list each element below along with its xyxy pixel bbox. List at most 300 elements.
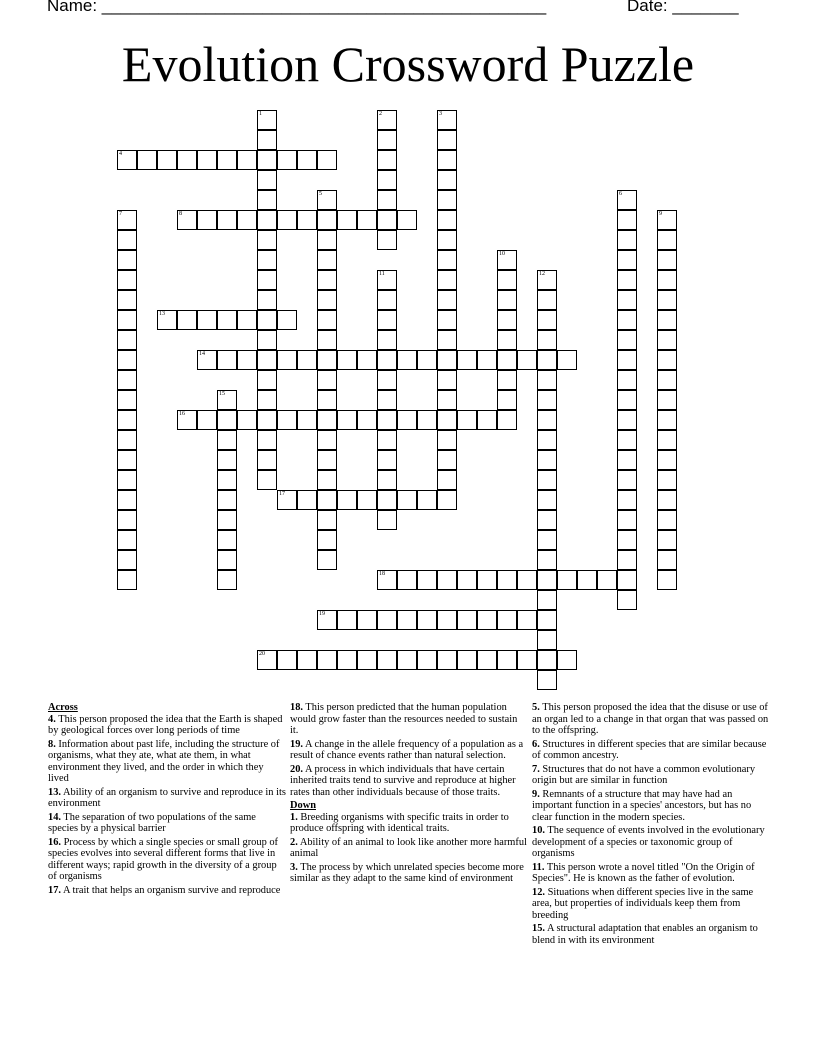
grid-cell[interactable] xyxy=(377,430,397,450)
grid-cell[interactable] xyxy=(377,410,397,430)
grid-cell[interactable] xyxy=(617,450,637,470)
grid-cell[interactable] xyxy=(317,190,337,210)
grid-cell[interactable] xyxy=(397,350,417,370)
grid-cell[interactable] xyxy=(257,170,277,190)
grid-cell[interactable] xyxy=(537,390,557,410)
grid-cell[interactable] xyxy=(497,350,517,370)
grid-cell[interactable] xyxy=(617,250,637,270)
grid-cell[interactable] xyxy=(437,410,457,430)
grid-cell[interactable] xyxy=(237,150,257,170)
grid-cell[interactable] xyxy=(317,150,337,170)
grid-cell[interactable] xyxy=(617,570,637,590)
grid-cell[interactable] xyxy=(337,490,357,510)
grid-cell[interactable] xyxy=(257,330,277,350)
grid-cell[interactable] xyxy=(217,430,237,450)
grid-cell[interactable] xyxy=(617,430,637,450)
grid-cell[interactable] xyxy=(617,550,637,570)
grid-cell[interactable] xyxy=(537,510,557,530)
grid-cell[interactable] xyxy=(657,470,677,490)
grid-cell[interactable] xyxy=(357,610,377,630)
grid-cell[interactable] xyxy=(377,130,397,150)
grid-cell[interactable] xyxy=(397,650,417,670)
clue-down-1 xyxy=(290,812,528,835)
grid-cell[interactable] xyxy=(357,210,377,230)
grid-cell[interactable] xyxy=(617,270,637,290)
grid-cell[interactable] xyxy=(317,310,337,330)
grid-cell[interactable] xyxy=(617,530,637,550)
grid-cell[interactable] xyxy=(657,250,677,270)
grid-cell[interactable] xyxy=(117,490,137,510)
grid-cell[interactable] xyxy=(117,330,137,350)
grid-cell[interactable] xyxy=(277,410,297,430)
clue-down-7 xyxy=(532,764,770,787)
grid-cell[interactable] xyxy=(317,370,337,390)
grid-cell[interactable] xyxy=(117,250,137,270)
grid-cell[interactable] xyxy=(497,310,517,330)
grid-cell[interactable] xyxy=(537,550,557,570)
grid-cell[interactable] xyxy=(377,610,397,630)
grid-cell[interactable] xyxy=(257,270,277,290)
grid-cell[interactable] xyxy=(117,430,137,450)
grid-cell[interactable] xyxy=(397,410,417,430)
cell-number: 12 xyxy=(539,271,545,277)
grid-cell[interactable] xyxy=(317,230,337,250)
grid-cell[interactable] xyxy=(537,490,557,510)
grid-cell[interactable] xyxy=(617,370,637,390)
grid-cell[interactable] xyxy=(417,350,437,370)
grid-cell[interactable] xyxy=(257,230,277,250)
grid-cell[interactable] xyxy=(237,410,257,430)
grid-cell[interactable] xyxy=(257,370,277,390)
grid-cell[interactable] xyxy=(217,570,237,590)
grid-cell[interactable] xyxy=(437,470,457,490)
grid-cell[interactable] xyxy=(537,570,557,590)
grid-cell[interactable] xyxy=(377,650,397,670)
grid-cell[interactable] xyxy=(657,370,677,390)
grid-cell[interactable] xyxy=(377,290,397,310)
grid-cell[interactable] xyxy=(317,270,337,290)
grid-cell[interactable] xyxy=(317,390,337,410)
grid-cell[interactable] xyxy=(517,610,537,630)
grid-cell[interactable] xyxy=(437,250,457,270)
grid-cell[interactable] xyxy=(557,570,577,590)
grid-cell[interactable] xyxy=(257,190,277,210)
grid-cell[interactable] xyxy=(617,590,637,610)
grid-cell[interactable] xyxy=(437,430,457,450)
grid-cell[interactable] xyxy=(377,450,397,470)
grid-cell[interactable] xyxy=(117,570,137,590)
grid-cell[interactable] xyxy=(297,210,317,230)
grid-cell[interactable] xyxy=(217,550,237,570)
grid-cell[interactable] xyxy=(437,290,457,310)
grid-cell[interactable] xyxy=(417,410,437,430)
grid-cell[interactable] xyxy=(257,390,277,410)
grid-cell[interactable] xyxy=(537,630,557,650)
grid-cell[interactable] xyxy=(377,270,397,290)
grid-cell[interactable] xyxy=(257,150,277,170)
grid-cell[interactable] xyxy=(497,390,517,410)
grid-cell[interactable] xyxy=(257,450,277,470)
grid-cell[interactable] xyxy=(377,390,397,410)
grid-cell[interactable] xyxy=(657,330,677,350)
clues-column-1 xyxy=(48,702,286,898)
grid-cell[interactable] xyxy=(217,470,237,490)
grid-cell[interactable] xyxy=(477,610,497,630)
grid-cell[interactable] xyxy=(437,150,457,170)
grid-cell[interactable] xyxy=(437,310,457,330)
grid-cell[interactable] xyxy=(357,410,377,430)
grid-cell[interactable] xyxy=(297,350,317,370)
grid-cell[interactable] xyxy=(357,490,377,510)
grid-cell[interactable] xyxy=(117,470,137,490)
grid-cell[interactable] xyxy=(537,290,557,310)
grid-cell[interactable] xyxy=(197,410,217,430)
grid-cell[interactable] xyxy=(437,570,457,590)
grid-cell[interactable] xyxy=(657,490,677,510)
grid-cell[interactable] xyxy=(377,170,397,190)
grid-cell[interactable] xyxy=(317,490,337,510)
grid-cell[interactable] xyxy=(197,150,217,170)
grid-cell[interactable] xyxy=(497,290,517,310)
grid-cell[interactable] xyxy=(617,290,637,310)
grid-cell[interactable] xyxy=(257,130,277,150)
clue-number: 1. xyxy=(290,811,298,823)
grid-cell[interactable] xyxy=(437,450,457,470)
clue-number: 20. xyxy=(290,763,303,775)
grid-cell[interactable] xyxy=(317,350,337,370)
clue-text: A change in the allele frequency of a population as a result of chance events rather than natural selection. xyxy=(290,738,524,761)
grid-cell[interactable] xyxy=(657,530,677,550)
grid-cell[interactable] xyxy=(277,310,297,330)
grid-cell[interactable] xyxy=(417,610,437,630)
clue-text: This person wrote a novel titled "On the Origin of Species". He is known as the father of evolution. xyxy=(532,861,755,884)
grid-cell[interactable] xyxy=(617,510,637,530)
clue-across-17 xyxy=(48,885,286,897)
grid-cell[interactable] xyxy=(617,310,637,330)
grid-cell[interactable] xyxy=(377,350,397,370)
grid-cell[interactable] xyxy=(277,210,297,230)
grid-cell[interactable] xyxy=(197,210,217,230)
grid-cell[interactable] xyxy=(517,570,537,590)
grid-cell[interactable] xyxy=(357,350,377,370)
grid-cell[interactable] xyxy=(437,210,457,230)
grid-cell[interactable] xyxy=(277,350,297,370)
grid-cell[interactable] xyxy=(417,650,437,670)
grid-cell[interactable] xyxy=(457,350,477,370)
grid-cell[interactable] xyxy=(377,490,397,510)
grid-cell[interactable] xyxy=(117,310,137,330)
grid-cell[interactable] xyxy=(317,470,337,490)
grid-cell[interactable] xyxy=(557,650,577,670)
grid-cell[interactable] xyxy=(417,490,437,510)
grid-cell[interactable] xyxy=(317,410,337,430)
grid-cell[interactable] xyxy=(337,650,357,670)
grid-cell[interactable] xyxy=(377,150,397,170)
grid-cell[interactable] xyxy=(217,350,237,370)
grid-cell[interactable] xyxy=(617,350,637,370)
grid-cell[interactable] xyxy=(117,350,137,370)
grid-cell[interactable] xyxy=(497,370,517,390)
grid-cell[interactable] xyxy=(377,230,397,250)
grid-cell[interactable] xyxy=(437,490,457,510)
cell-number: 5 xyxy=(319,191,322,197)
grid-cell[interactable] xyxy=(557,350,577,370)
grid-cell[interactable] xyxy=(217,530,237,550)
grid-cell[interactable] xyxy=(537,530,557,550)
grid-cell[interactable] xyxy=(457,650,477,670)
grid-cell[interactable] xyxy=(377,510,397,530)
grid-cell[interactable] xyxy=(397,610,417,630)
grid-cell[interactable] xyxy=(417,570,437,590)
grid-cell[interactable] xyxy=(337,350,357,370)
grid-cell[interactable] xyxy=(317,510,337,530)
clue-text: Process by which a single species or small group of species evolves into several different forms that live in different ways; rapid growth in the diversity of a group of organisms xyxy=(48,836,279,882)
grid-cell[interactable] xyxy=(657,550,677,570)
grid-cell[interactable] xyxy=(497,330,517,350)
grid-cell[interactable] xyxy=(377,210,397,230)
grid-cell[interactable] xyxy=(437,350,457,370)
grid-cell[interactable] xyxy=(617,210,637,230)
grid-cell[interactable] xyxy=(617,410,637,430)
grid-cell[interactable] xyxy=(297,650,317,670)
grid-cell[interactable] xyxy=(377,110,397,130)
grid-cell[interactable] xyxy=(617,490,637,510)
grid-cell[interactable] xyxy=(257,210,277,230)
cell-number: 8 xyxy=(179,211,182,217)
grid-cell[interactable] xyxy=(317,650,337,670)
clue-text: Situations when different species live in the same area, but properties of individuals keep them from breeding xyxy=(532,886,754,921)
grid-cell[interactable] xyxy=(117,510,137,530)
clue-number: 6. xyxy=(532,738,540,750)
grid-cell[interactable] xyxy=(217,490,237,510)
grid-cell[interactable] xyxy=(117,550,137,570)
grid-cell[interactable] xyxy=(317,430,337,450)
grid-cell[interactable] xyxy=(117,370,137,390)
grid-cell[interactable] xyxy=(377,470,397,490)
grid-cell[interactable] xyxy=(657,350,677,370)
clue-across-20 xyxy=(290,764,528,799)
grid-cell[interactable] xyxy=(537,590,557,610)
grid-cell[interactable] xyxy=(397,210,417,230)
grid-cell[interactable] xyxy=(477,570,497,590)
grid-cell[interactable] xyxy=(177,150,197,170)
grid-cell[interactable] xyxy=(537,370,557,390)
clue-text: The separation of two populations of the same species by a physical barrier xyxy=(48,811,256,834)
clue-text: Structures in different species that are similar because of common ancestry. xyxy=(532,738,767,761)
grid-cell[interactable] xyxy=(337,610,357,630)
grid-cell[interactable] xyxy=(537,330,557,350)
grid-cell[interactable] xyxy=(237,350,257,370)
grid-cell[interactable] xyxy=(537,670,557,690)
grid-cell[interactable] xyxy=(437,650,457,670)
grid-cell[interactable] xyxy=(477,350,497,370)
grid-cell[interactable] xyxy=(537,350,557,370)
grid-cell[interactable] xyxy=(117,290,137,310)
grid-cell[interactable] xyxy=(497,650,517,670)
grid-cell[interactable] xyxy=(117,210,137,230)
grid-cell[interactable] xyxy=(397,570,417,590)
clue-number: 5. xyxy=(532,702,540,713)
grid-cell[interactable] xyxy=(257,310,277,330)
grid-cell[interactable] xyxy=(257,250,277,270)
grid-cell[interactable] xyxy=(317,250,337,270)
clue-down-11 xyxy=(532,862,770,885)
grid-cell[interactable] xyxy=(517,650,537,670)
grid-cell[interactable] xyxy=(537,650,557,670)
grid-cell[interactable] xyxy=(497,410,517,430)
grid-cell[interactable] xyxy=(657,290,677,310)
clue-number: 8. xyxy=(48,738,56,750)
grid-cell[interactable] xyxy=(377,190,397,210)
grid-cell[interactable] xyxy=(117,230,137,250)
grid-cell[interactable] xyxy=(597,570,617,590)
grid-cell[interactable] xyxy=(537,450,557,470)
grid-cell[interactable] xyxy=(537,310,557,330)
grid-cell[interactable] xyxy=(377,310,397,330)
grid-cell[interactable] xyxy=(317,450,337,470)
grid-cell[interactable] xyxy=(617,470,637,490)
grid-cell[interactable] xyxy=(217,390,237,410)
grid-cell[interactable] xyxy=(217,150,237,170)
clue-number: 11. xyxy=(532,861,545,873)
grid-cell[interactable] xyxy=(257,110,277,130)
grid-cell[interactable] xyxy=(617,230,637,250)
grid-cell[interactable] xyxy=(277,490,297,510)
grid-cell[interactable] xyxy=(617,390,637,410)
grid-cell[interactable] xyxy=(297,150,317,170)
grid-cell[interactable] xyxy=(217,310,237,330)
grid-cell[interactable] xyxy=(317,290,337,310)
grid-cell[interactable] xyxy=(297,410,317,430)
grid-cell[interactable] xyxy=(437,130,457,150)
grid-cell[interactable] xyxy=(477,650,497,670)
grid-cell[interactable] xyxy=(497,270,517,290)
grid-cell[interactable] xyxy=(617,330,637,350)
grid-cell[interactable] xyxy=(537,610,557,630)
clue-text: A trait that helps an organism survive and reproduce xyxy=(63,884,281,896)
grid-cell[interactable] xyxy=(657,410,677,430)
grid-cell[interactable] xyxy=(217,410,237,430)
grid-cell[interactable] xyxy=(577,570,597,590)
grid-cell[interactable] xyxy=(657,210,677,230)
grid-cell[interactable] xyxy=(137,150,157,170)
grid-cell[interactable] xyxy=(317,610,337,630)
grid-cell[interactable] xyxy=(377,330,397,350)
grid-cell[interactable] xyxy=(217,210,237,230)
grid-cell[interactable] xyxy=(657,310,677,330)
grid-cell[interactable] xyxy=(337,410,357,430)
grid-cell[interactable] xyxy=(257,650,277,670)
grid-cell[interactable] xyxy=(437,370,457,390)
grid-cell[interactable] xyxy=(197,350,217,370)
clue-text: Structures that do not have a common evolutionary origin but are similar in function xyxy=(532,763,756,786)
grid-cell[interactable] xyxy=(497,610,517,630)
grid-cell[interactable] xyxy=(197,310,217,330)
grid-cell[interactable] xyxy=(537,410,557,430)
grid-cell[interactable] xyxy=(497,570,517,590)
grid-cell[interactable] xyxy=(257,470,277,490)
grid-cell[interactable] xyxy=(437,610,457,630)
grid-cell[interactable] xyxy=(217,450,237,470)
grid-cell[interactable] xyxy=(177,210,197,230)
grid-cell[interactable] xyxy=(117,390,137,410)
grid-cell[interactable] xyxy=(117,270,137,290)
grid-cell[interactable] xyxy=(277,650,297,670)
grid-cell[interactable] xyxy=(277,150,297,170)
grid-cell[interactable] xyxy=(257,290,277,310)
grid-cell[interactable] xyxy=(457,410,477,430)
grid-cell[interactable] xyxy=(217,510,237,530)
grid-cell[interactable] xyxy=(157,150,177,170)
grid-cell[interactable] xyxy=(177,410,197,430)
grid-cell[interactable] xyxy=(257,410,277,430)
grid-cell[interactable] xyxy=(537,430,557,450)
clue-down-12 xyxy=(532,887,770,922)
grid-cell[interactable] xyxy=(617,190,637,210)
grid-cell[interactable] xyxy=(317,530,337,550)
grid-cell[interactable] xyxy=(517,350,537,370)
grid-cell[interactable] xyxy=(377,370,397,390)
grid-cell[interactable] xyxy=(477,410,497,430)
grid-cell[interactable] xyxy=(117,450,137,470)
grid-cell[interactable] xyxy=(297,490,317,510)
grid-cell[interactable] xyxy=(437,270,457,290)
grid-cell[interactable] xyxy=(257,430,277,450)
clue-text: This person proposed the idea that the disuse or use of an organ led to a change in that organ that was passed on to the offspring. xyxy=(532,702,769,736)
grid-cell[interactable] xyxy=(237,210,257,230)
grid-cell[interactable] xyxy=(157,310,177,330)
grid-cell[interactable] xyxy=(437,170,457,190)
grid-cell[interactable] xyxy=(657,570,677,590)
grid-cell[interactable] xyxy=(117,410,137,430)
grid-cell[interactable] xyxy=(317,210,337,230)
grid-cell[interactable] xyxy=(457,570,477,590)
grid-cell[interactable] xyxy=(437,230,457,250)
grid-cell[interactable] xyxy=(317,550,337,570)
down-heading: Down xyxy=(290,800,316,811)
clue-number: 2. xyxy=(290,836,298,848)
grid-cell[interactable] xyxy=(457,610,477,630)
grid-cell[interactable] xyxy=(657,390,677,410)
grid-cell[interactable] xyxy=(657,270,677,290)
grid-cell[interactable] xyxy=(537,270,557,290)
grid-cell[interactable] xyxy=(437,330,457,350)
grid-cell[interactable] xyxy=(377,570,397,590)
grid-cell[interactable] xyxy=(657,430,677,450)
clue-text: The sequence of events involved in the evolutionary development of a species or taxonomic group of organisms xyxy=(532,825,765,859)
cell-number: 6 xyxy=(619,191,622,197)
grid-cell[interactable] xyxy=(437,390,457,410)
grid-cell[interactable] xyxy=(657,510,677,530)
grid-cell[interactable] xyxy=(397,490,417,510)
grid-cell[interactable] xyxy=(437,110,457,130)
grid-cell[interactable] xyxy=(257,350,277,370)
grid-cell[interactable] xyxy=(357,650,377,670)
grid-cell[interactable] xyxy=(117,530,137,550)
grid-cell[interactable] xyxy=(117,150,137,170)
grid-cell[interactable] xyxy=(237,310,257,330)
cell-number: 16 xyxy=(179,411,185,417)
grid-cell[interactable] xyxy=(657,450,677,470)
grid-cell[interactable] xyxy=(657,230,677,250)
grid-cell[interactable] xyxy=(537,470,557,490)
grid-cell[interactable] xyxy=(437,190,457,210)
grid-cell[interactable] xyxy=(337,210,357,230)
clue-number: 16. xyxy=(48,836,61,848)
grid-cell[interactable] xyxy=(317,330,337,350)
grid-cell[interactable] xyxy=(177,310,197,330)
grid-cell[interactable] xyxy=(497,250,517,270)
